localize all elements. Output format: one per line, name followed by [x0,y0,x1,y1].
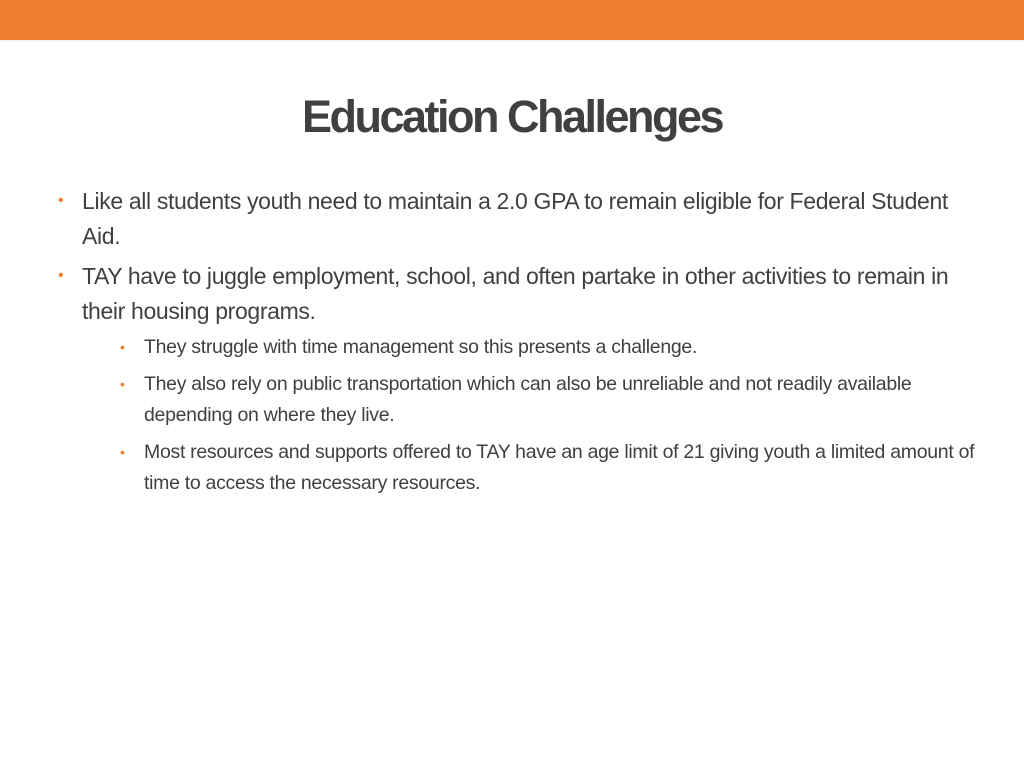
slide-content [58,184,978,505]
sub-bullet-text: They also rely on public transportation which can also be unreliable and not readily available depending on where they live. [144,373,912,426]
sub-bullet-list [58,332,978,499]
bullet-text: TAY have to juggle employment, school, and often partake in other activities to remain in their housing programs. [82,263,949,324]
sub-bullet-item [120,332,978,363]
bullet-item [58,259,978,328]
bullet-dot-icon: • [120,339,125,355]
bullet-item [58,184,978,253]
sub-bullet-item [120,437,978,499]
slide-title: Education Challenges [301,91,723,142]
top-bar-divider [0,40,1024,42]
top-accent-bar [0,0,1024,40]
bullet-dot-icon: • [58,192,64,209]
sub-bullet-text: They struggle with time management so this presents a challenge. [144,336,698,358]
bullet-dot-icon: • [120,376,125,392]
sub-bullet-text: Most resources and supports offered to TAY have an age limit of 21 giving youth a limited amount of time to access the necessary resources. [144,441,975,494]
sub-bullet-item [120,369,978,431]
bullet-text: Like all students youth need to maintain a 2.0 GPA to remain eligible for Federal Student Aid. [82,188,948,249]
bullet-dot-icon: • [120,444,125,460]
bullet-dot-icon: • [58,267,64,284]
